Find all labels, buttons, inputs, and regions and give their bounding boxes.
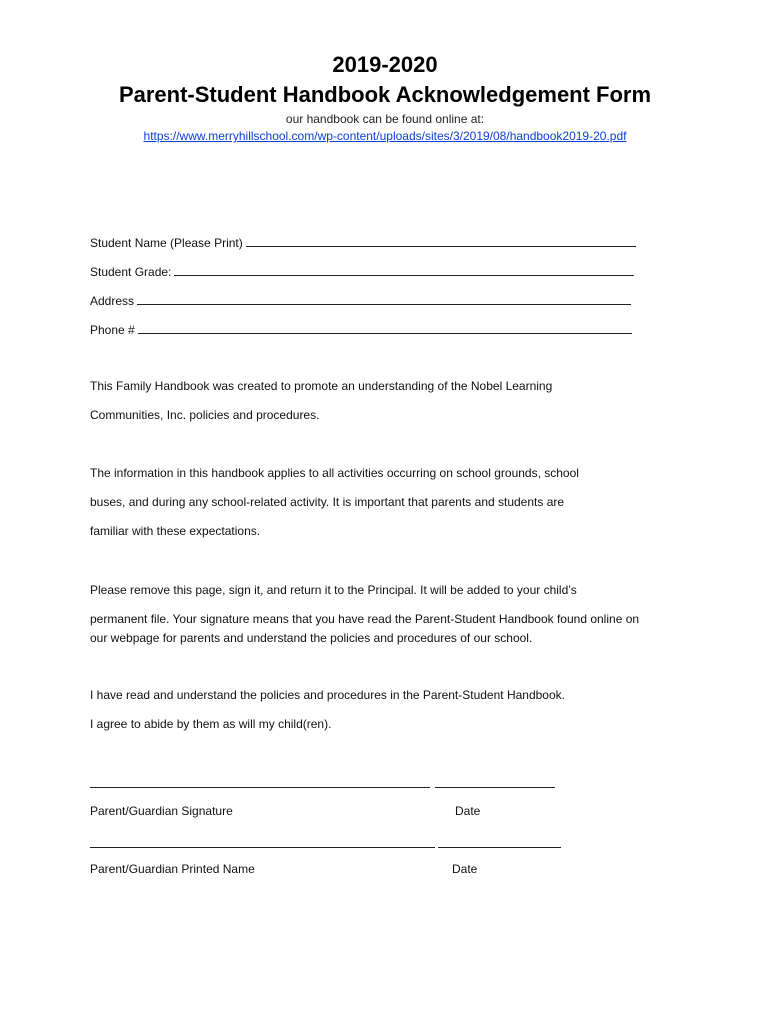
agreement-line: I agree to abide by them as will my child(ren).: [90, 717, 332, 731]
signature-label: Parent/Guardian Signature: [90, 804, 233, 818]
signature-input[interactable]: [90, 786, 430, 788]
address-label: Address: [90, 294, 135, 308]
phone-field: [90, 321, 632, 337]
paragraph-line: Please remove this page, sign it, and return it to the Principal. It will be added to your child’s: [90, 583, 577, 597]
form-title: Parent-Student Handbook Acknowledgement Form: [118, 82, 652, 107]
handbook-link[interactable]: https://www.merryhillschool.com/wp-content/uploads/sites/3/2019/08/handbook2019-20.pdf: [143, 129, 627, 143]
phone-input[interactable]: [138, 321, 632, 334]
paragraph-line: familiar with these expectations.: [90, 524, 261, 538]
student-name-label: Student Name (Please Print): [90, 236, 243, 250]
student-grade-label: Student Grade:: [90, 265, 172, 279]
paragraph-line: permanent file. Your signature means that you have read the Parent-Student Handbook found online on: [90, 612, 640, 626]
paragraph-line: This Family Handbook was created to promote an understanding of the Nobel Learning: [90, 379, 553, 393]
address-input[interactable]: [137, 292, 631, 305]
paragraph-line: Communities, Inc. policies and procedures.: [90, 408, 320, 422]
printed-name-date-label: Date: [452, 862, 478, 876]
paragraph-line: buses, and during any school-related activity. It is important that parents and students are: [90, 495, 565, 509]
signature-date-label: Date: [455, 804, 481, 818]
paragraph-line: The information in this handbook applies to all activities occurring on school grounds, school: [90, 466, 579, 480]
phone-label: Phone #: [90, 323, 135, 337]
signature-date-input[interactable]: [435, 786, 555, 788]
paragraph-line: our webpage for parents and understand the policies and procedures of our school.: [90, 631, 533, 645]
printed-name-input[interactable]: [90, 846, 435, 848]
student-grade-field: [90, 263, 634, 279]
form-year: 2019-2020: [332, 52, 438, 77]
printed-name-label: Parent/Guardian Printed Name: [90, 862, 255, 876]
student-name-field: [90, 234, 636, 250]
address-field: [90, 292, 631, 308]
handbook-note: our handbook can be found online at:: [285, 112, 485, 126]
student-grade-input[interactable]: [174, 263, 634, 276]
agreement-line: I have read and understand the policies and procedures in the Parent-Student Handbook.: [90, 688, 565, 702]
printed-name-date-input[interactable]: [438, 846, 561, 848]
student-name-input[interactable]: [246, 234, 636, 247]
